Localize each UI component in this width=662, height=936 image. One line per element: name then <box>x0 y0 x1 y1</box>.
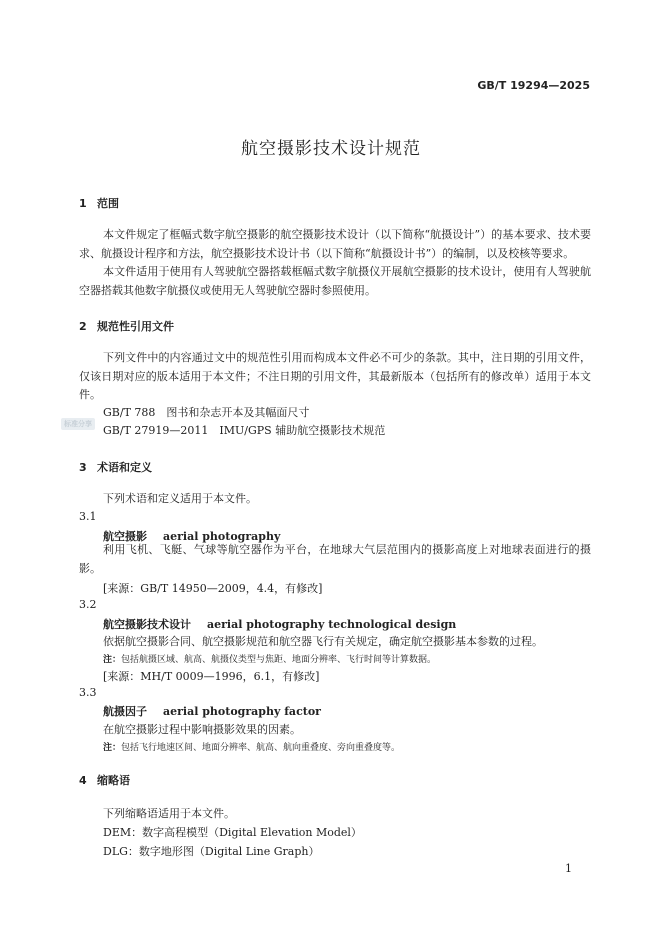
reference-item: GB/T 27919—2011 IMU/GPS 辅助航空摄影技术规范 <box>103 424 386 437</box>
term-number: 3.2 <box>79 598 97 611</box>
terms-intro: 下列术语和定义适用于本文件。 <box>103 492 257 505</box>
scope-paragraph-2: 本文件适用于使用有人驾驶航空器搭载框幅式数字航摄仪开展航空摄影的技术设计，使用有人驾驶航空器搭载其他数字航摄仪或使用无人驾驶航空器时参照使用。 <box>79 265 591 297</box>
term-note: 注：包括飞行地速区间、地面分辨率、航高、航向重叠度、旁向重叠度等。 <box>103 743 401 753</box>
section-heading-4: 4 缩略语 <box>79 774 130 787</box>
abbreviation-item: DEM：数字高程模型（Digital Elevation Model） <box>103 826 362 839</box>
term-name: 航摄因子 aerial photography factor <box>103 705 321 718</box>
section-heading-1: 1 范围 <box>79 197 119 210</box>
watermark-stamp: 标准分享 <box>61 418 95 430</box>
section-heading-3: 3 术语和定义 <box>79 461 152 474</box>
term-name: 航空摄影 aerial photography <box>103 530 281 543</box>
term-definition: 在航空摄影过程中影响摄影效果的因素。 <box>103 723 301 736</box>
term-source: [来源：MH/T 0009—1996，6.1，有修改] <box>103 670 320 683</box>
normative-references-paragraph: 下列文件中的内容通过文中的规范性引用而构成本文件必不可少的条款。其中，注日期的引用文件，仅该日期对应的版本适用于本文件；不注日期的引用文件，其最新版本（包括所有的修改单）适用于本文件。 <box>79 351 591 401</box>
term-definition: 利用飞机、飞艇、气球等航空器作为平台，在地球大气层范围内的摄影高度上对地球表面进行的摄影。 <box>79 543 591 575</box>
abbreviations-intro: 下列缩略语适用于本文件。 <box>103 807 235 820</box>
scope-paragraph-1: 本文件规定了框幅式数字航空摄影的航空摄影技术设计（以下简称“航摄设计”）的基本要求、技术要求、航摄设计程序和方法，航空摄影技术设计书（以下简称“航摄设计书”）的编制，以及校核等要求。 <box>79 228 591 260</box>
section-heading-2: 2 规范性引用文件 <box>79 320 174 333</box>
abbreviation-item: DLG：数字地形图（Digital Line Graph） <box>103 845 320 858</box>
standard-number: GB/T 19294—2025 <box>477 79 590 92</box>
document-title: 航空摄影技术设计规范 <box>241 139 421 159</box>
term-name: 航空摄影技术设计 aerial photography technological design <box>103 618 457 631</box>
term-number: 3.1 <box>79 510 97 523</box>
reference-item: GB/T 788 图书和杂志开本及其幅面尺寸 <box>103 406 310 419</box>
term-number: 3.3 <box>79 686 97 699</box>
term-source: [来源：GB/T 14950—2009，4.4，有修改] <box>103 582 323 595</box>
term-definition: 依据航空摄影合同、航空摄影规范和航空器飞行有关规定，确定航空摄影基本参数的过程。 <box>103 635 543 648</box>
page-number: 1 <box>565 862 572 875</box>
term-note: 注：包括航摄区域、航高、航摄仪类型与焦距、地面分辨率、飞行时间等计算数据。 <box>103 655 437 665</box>
